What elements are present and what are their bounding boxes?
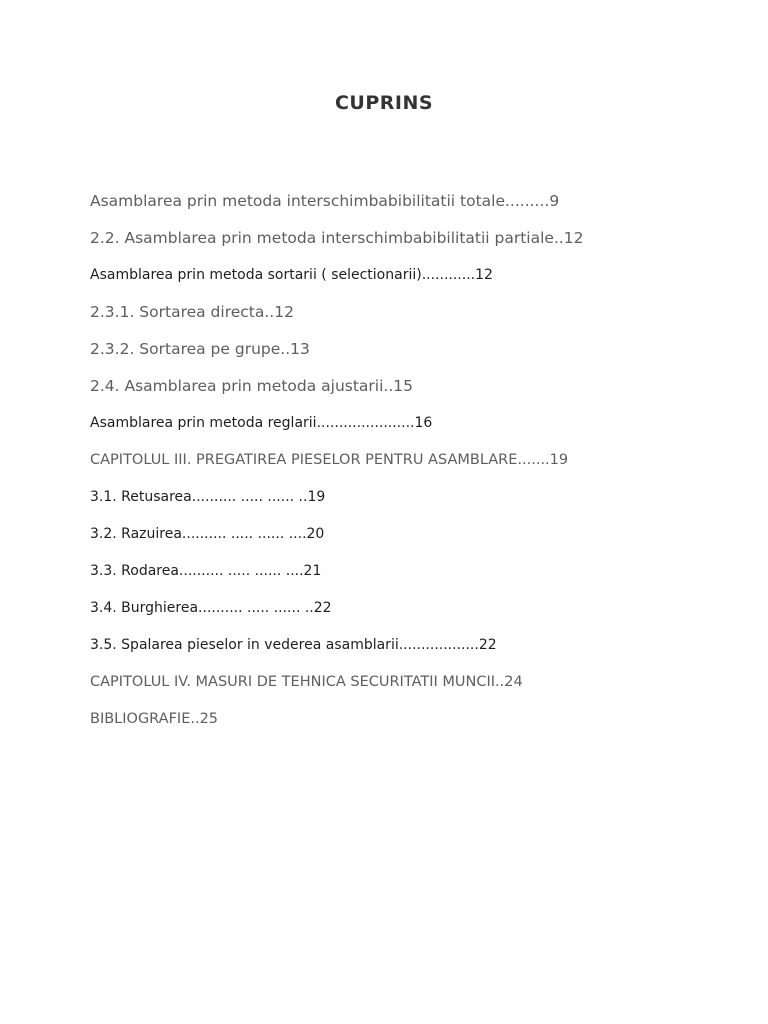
toc-entry: 2.2. Asamblarea prin metoda interschimbabibilitatii partiale..12 bbox=[90, 229, 584, 247]
toc-entry: 3.3. Rodarea.......... ..... ...... ....21 bbox=[90, 563, 322, 579]
toc-entry: CAPITOLUL III. PREGATIREA PIESELOR PENTRU ASAMBLARE.......19 bbox=[90, 452, 569, 468]
toc-entry: 3.1. Retusarea.......... ..... ...... ..19 bbox=[90, 489, 326, 505]
toc-entry: Asamblarea prin metoda interschimbabibilitatii totale.........9 bbox=[90, 192, 560, 210]
toc-entry: 3.5. Spalarea pieselor in vederea asamblarii..................22 bbox=[90, 637, 497, 653]
toc-entry: 3.2. Razuirea.......... ..... ...... ....20 bbox=[90, 526, 325, 542]
toc-entry: 3.4. Burghierea.......... ..... ...... ..22 bbox=[90, 600, 332, 616]
toc-entry: Asamblarea prin metoda reglarii......................16 bbox=[90, 415, 433, 431]
table-of-contents bbox=[90, 188, 730, 743]
toc-entry: CAPITOLUL IV. MASURI DE TEHNICA SECURITATII MUNCII..24 bbox=[90, 674, 523, 690]
page-title: CUPRINS bbox=[334, 92, 434, 114]
toc-entry: 2.4. Asamblarea prin metoda ajustarii..15 bbox=[90, 377, 413, 395]
toc-entry: Asamblarea prin metoda sortarii ( selectionarii)............12 bbox=[90, 267, 493, 283]
toc-entry: 2.3.2. Sortarea pe grupe..13 bbox=[90, 340, 310, 358]
toc-entry: 2.3.1. Sortarea directa..12 bbox=[90, 303, 294, 321]
toc-entry: BIBLIOGRAFIE..25 bbox=[90, 711, 219, 727]
